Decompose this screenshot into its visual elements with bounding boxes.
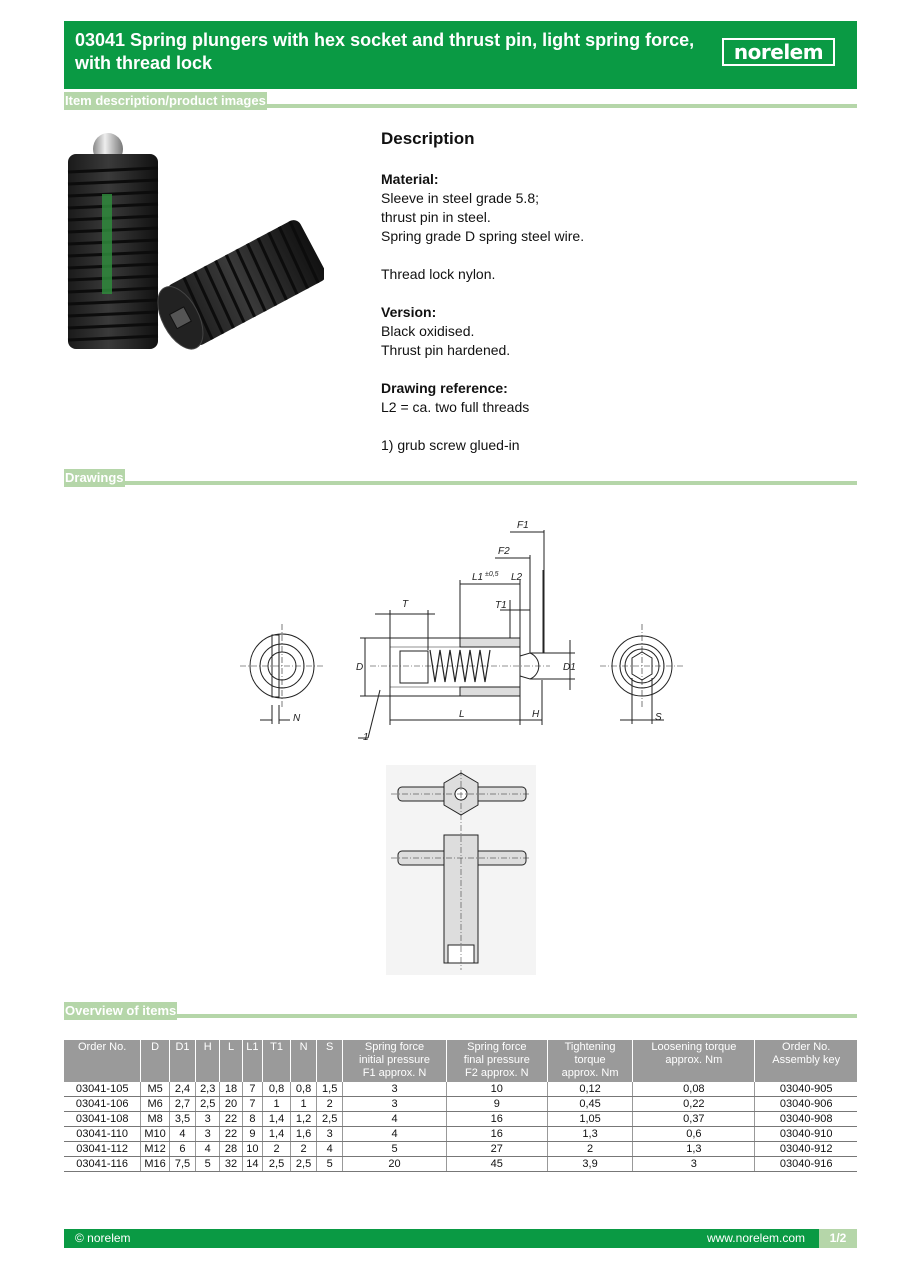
table-cell: 3	[196, 1127, 220, 1142]
table-cell: 3	[633, 1157, 755, 1172]
section-drawings	[64, 469, 857, 489]
table-cell: 27	[446, 1142, 547, 1157]
column-header-line: L	[227, 1041, 235, 1053]
table-cell: 03040-905	[755, 1082, 857, 1097]
table-cell: 0,8	[263, 1082, 291, 1097]
table-cell: 5	[196, 1157, 220, 1172]
description-block	[381, 127, 841, 455]
table-cell: 4	[196, 1142, 220, 1157]
table-cell: 1,4	[263, 1112, 291, 1127]
table-row	[64, 1082, 857, 1097]
table-cell: 3	[317, 1127, 343, 1142]
dim-label-D1: D1	[563, 662, 576, 673]
column-header-line: F2 approx. N	[465, 1067, 529, 1079]
column-header-line: H	[203, 1041, 212, 1053]
table-cell: 03041-106	[64, 1097, 141, 1112]
dim-label-N: N	[293, 713, 301, 724]
plunger-body-right	[149, 217, 324, 354]
material-block	[381, 170, 841, 246]
table-cell: 1,2	[291, 1112, 317, 1127]
table-cell: 32	[220, 1157, 242, 1172]
version-line: Black oxidised.	[381, 323, 475, 339]
table-cell: 22	[220, 1127, 242, 1142]
page-title: 03041 Spring plungers with hex socket and thrust pin, light spring force, with thread lock	[75, 30, 695, 73]
table-cell: 14	[242, 1157, 263, 1172]
table-column-header	[242, 1040, 263, 1082]
section-divider	[64, 481, 857, 485]
table-column-header	[547, 1040, 633, 1082]
table-cell: 18	[220, 1082, 242, 1097]
version-block	[381, 303, 841, 360]
column-header-line: L1	[246, 1041, 259, 1053]
column-header-line: Loosening torque	[651, 1041, 737, 1053]
table-cell: 6	[169, 1142, 195, 1157]
table-cell: 4	[343, 1127, 447, 1142]
table-cell: 8	[242, 1112, 263, 1127]
table-cell: 0,37	[633, 1112, 755, 1127]
table-cell: 2,5	[291, 1157, 317, 1172]
table-column-header	[64, 1040, 141, 1082]
column-header-line: approx. Nm	[665, 1054, 723, 1066]
table-row	[64, 1127, 857, 1142]
table-cell: 1	[291, 1097, 317, 1112]
version-line: Thrust pin hardened.	[381, 342, 511, 358]
table-cell: 03040-916	[755, 1157, 857, 1172]
table-cell: 3	[343, 1097, 447, 1112]
table-cell: 7	[242, 1097, 263, 1112]
table-body	[64, 1082, 857, 1172]
table-cell: 1,6	[291, 1127, 317, 1142]
dim-label-L: L	[459, 709, 465, 720]
material-label: Material:	[381, 171, 439, 187]
table-cell: 1,05	[547, 1112, 633, 1127]
dim-label-T: T	[402, 599, 409, 610]
table-cell: 20	[220, 1097, 242, 1112]
norelem-logo: norelem	[722, 38, 835, 66]
table-cell: 1	[263, 1097, 291, 1112]
table-cell: 0,08	[633, 1082, 755, 1097]
dim-label-L1-tolerance: ±0,5	[485, 571, 499, 578]
table-cell: M10	[141, 1127, 170, 1142]
table-cell: 4	[169, 1127, 195, 1142]
column-header-line: Spring force	[364, 1041, 425, 1053]
table-cell: 4	[317, 1142, 343, 1157]
table-column-header	[755, 1040, 857, 1082]
table-cell: 03041-116	[64, 1157, 141, 1172]
column-header-line: Tightening	[564, 1041, 616, 1053]
table-cell: 2	[263, 1142, 291, 1157]
table-column-header	[633, 1040, 755, 1082]
table-cell: 1,4	[263, 1127, 291, 1142]
table-row	[64, 1112, 857, 1127]
table-cell: 03040-906	[755, 1097, 857, 1112]
table-cell: 03041-105	[64, 1082, 141, 1097]
table-cell: 3,9	[547, 1157, 633, 1172]
table-cell: M16	[141, 1157, 170, 1172]
table-cell: 7	[242, 1082, 263, 1097]
version-label: Version:	[381, 304, 437, 320]
material-line: Spring grade D spring steel wire.	[381, 228, 585, 244]
dim-label-T1: T1	[495, 600, 507, 611]
table-cell: 0,6	[633, 1127, 755, 1142]
table-column-header	[263, 1040, 291, 1082]
table-cell: 03041-108	[64, 1112, 141, 1127]
section-drawings-title: Drawings	[65, 470, 124, 485]
table-column-header	[196, 1040, 220, 1082]
section-overview-title: Overview of items	[65, 1003, 177, 1018]
section-product-title: Item description/product images	[65, 93, 266, 108]
table-cell: 3	[343, 1082, 447, 1097]
table-cell: 9	[242, 1127, 263, 1142]
product-image	[64, 124, 324, 354]
table-cell: M6	[141, 1097, 170, 1112]
thread-lock-nylon	[102, 194, 112, 294]
dim-label-L1: L1	[472, 572, 484, 583]
table-column-header	[343, 1040, 447, 1082]
table-column-header	[141, 1040, 170, 1082]
column-header-line: approx. Nm	[561, 1067, 619, 1079]
table-cell: 2	[291, 1142, 317, 1157]
section-overview	[64, 1002, 857, 1022]
page-number: 1/2	[819, 1229, 857, 1248]
footer-copyright: © norelem	[75, 1231, 131, 1245]
dim-label-F2: F2	[498, 546, 510, 557]
table-row	[64, 1097, 857, 1112]
table-cell: 1,3	[547, 1127, 633, 1142]
table-cell: 2,5	[317, 1112, 343, 1127]
column-header-line: Assembly key	[772, 1054, 841, 1066]
column-header-line: N	[299, 1041, 308, 1053]
items-table	[64, 1040, 857, 1172]
table-cell: 0,22	[633, 1097, 755, 1112]
column-header-line: torque	[574, 1054, 606, 1066]
table-header-row	[64, 1040, 857, 1082]
table-column-header	[317, 1040, 343, 1082]
column-header-line: F1 approx. N	[362, 1067, 427, 1079]
technical-drawing	[230, 510, 690, 750]
table-cell: 3,5	[169, 1112, 195, 1127]
drawing-reference-block	[381, 379, 841, 417]
table-cell: 16	[446, 1127, 547, 1142]
table-cell: 0,8	[291, 1082, 317, 1097]
drawing-reference-text: L2 = ca. two full threads	[381, 399, 530, 415]
material-line: Sleeve in steel grade 5.8;	[381, 190, 539, 206]
footer-website-link[interactable]: www.norelem.com	[706, 1231, 805, 1245]
table-column-header	[169, 1040, 195, 1082]
table-cell: 03040-908	[755, 1112, 857, 1127]
column-header-line: final pressure	[463, 1054, 530, 1066]
table-cell: 03041-110	[64, 1127, 141, 1142]
column-header-line: T1	[270, 1041, 283, 1053]
dim-label-S: S	[655, 712, 662, 723]
thread-lock-text: Thread lock nylon.	[381, 266, 496, 282]
dim-label-D: D	[356, 662, 364, 673]
column-header-line: D	[151, 1041, 160, 1053]
table-cell: 2,5	[196, 1097, 220, 1112]
table-cell: 5	[343, 1142, 447, 1157]
table-cell: 03041-112	[64, 1142, 141, 1157]
table-cell: M12	[141, 1142, 170, 1157]
footnote: 1) grub screw glued-in	[381, 437, 520, 453]
table-column-header	[291, 1040, 317, 1082]
table-column-header	[446, 1040, 547, 1082]
table-cell: 2	[317, 1097, 343, 1112]
dim-label-F1: F1	[517, 520, 529, 531]
drawing-reference-label: Drawing reference:	[381, 380, 508, 396]
table-cell: 28	[220, 1142, 242, 1157]
column-header-line: Order No.	[77, 1041, 127, 1053]
column-header-line: initial pressure	[359, 1054, 430, 1066]
table-cell: 2,4	[169, 1082, 195, 1097]
page-footer	[64, 1229, 857, 1248]
table-cell: 2,3	[196, 1082, 220, 1097]
description-heading: Description	[381, 129, 475, 148]
dim-label-H: H	[532, 709, 540, 720]
table-cell: 0,12	[547, 1082, 633, 1097]
column-header-line: Spring force	[467, 1041, 527, 1053]
dim-label-L2: L2	[511, 572, 523, 583]
table-cell: 10	[242, 1142, 263, 1157]
reference-1: 1	[363, 732, 369, 743]
table-cell: 20	[343, 1157, 447, 1172]
section-product	[64, 92, 857, 112]
table-cell: 03040-910	[755, 1127, 857, 1142]
table-cell: 2,7	[169, 1097, 195, 1112]
table-cell: 22	[220, 1112, 242, 1127]
table-cell: 1,5	[317, 1082, 343, 1097]
table-cell: 03040-912	[755, 1142, 857, 1157]
table-cell: 16	[446, 1112, 547, 1127]
table-cell: 45	[446, 1157, 547, 1172]
table-cell: 4	[343, 1112, 447, 1127]
table-column-header	[220, 1040, 242, 1082]
table-cell: M5	[141, 1082, 170, 1097]
table-cell: M8	[141, 1112, 170, 1127]
table-cell: 10	[446, 1082, 547, 1097]
table-row	[64, 1157, 857, 1172]
table-cell: 2	[547, 1142, 633, 1157]
column-header-line: D1	[175, 1041, 190, 1053]
table-row	[64, 1142, 857, 1157]
assembly-key-drawing	[386, 765, 536, 975]
column-header-line: Order No.	[782, 1041, 831, 1053]
table-cell: 0,45	[547, 1097, 633, 1112]
table-cell: 3	[196, 1112, 220, 1127]
table-cell: 1,3	[633, 1142, 755, 1157]
table-cell: 5	[317, 1157, 343, 1172]
material-line: thrust pin in steel.	[381, 209, 491, 225]
table-cell: 7,5	[169, 1157, 195, 1172]
column-header-line: S	[325, 1041, 334, 1053]
page-header	[64, 21, 857, 89]
section-divider	[64, 1014, 857, 1018]
table-cell: 9	[446, 1097, 547, 1112]
table-cell: 2,5	[263, 1157, 291, 1172]
